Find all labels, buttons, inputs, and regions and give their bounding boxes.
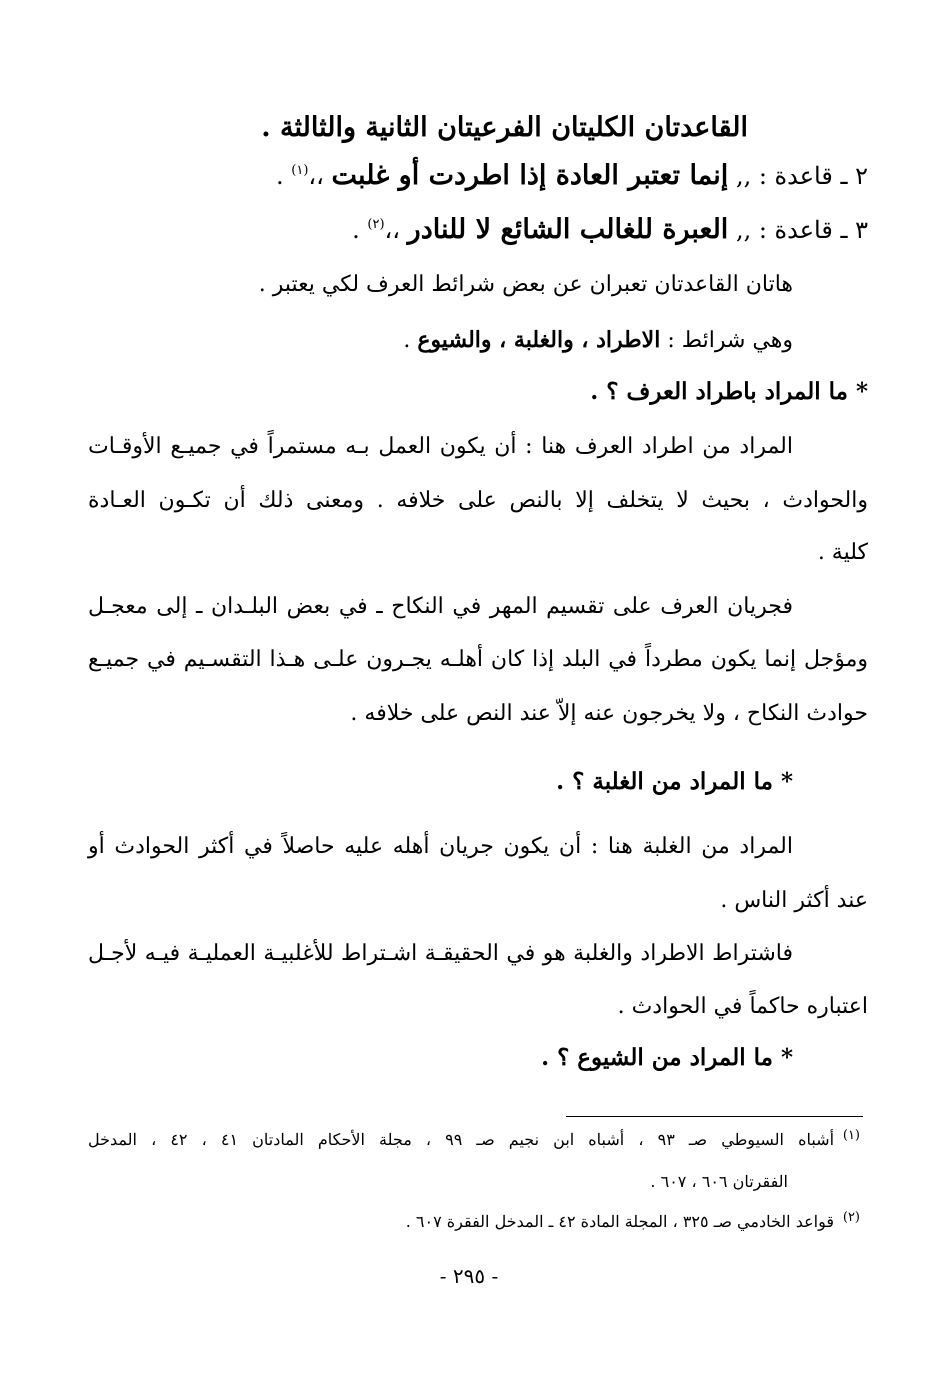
p1-line-3: كلية . [817, 540, 868, 565]
footnote-divider [566, 1116, 863, 1117]
rule-2 [276, 160, 868, 191]
rule-3-end: . [352, 216, 360, 244]
p3-line-1: المراد من الغلبة هنا : أن يكون جريان أهله عليه حاصلاً في أكثر الحوادث أو [88, 834, 793, 859]
p2-line-3: حوادث النكاح ، ولا يخرجون عنه إلاّ عند النص على خلافه . [350, 701, 868, 726]
rule-3-suffix: ،، [384, 216, 401, 244]
rule-2-suffix: ،، [308, 162, 324, 190]
question-1: * ما المراد باطراد العرف ؟ . [590, 378, 868, 405]
rule-3-prefix: ٣ ـ قاعدة : ,, [735, 216, 868, 244]
footnote-ref-2: (٢) [367, 217, 385, 232]
p4-line-2: اعتباره حاكماً في الحوادث . [617, 994, 868, 1019]
footnote-2-marker: (٢) [842, 1210, 860, 1225]
p4-line-1: فاشتراط الاطراد والغلبة هو في الحقيقـة اشـتراط للأغلبيـة العمليـة فيـه لأجـل [88, 941, 793, 966]
footnote-1-line-2: الفقرتان ٦٠٦ ، ٦٠٧ . [650, 1172, 788, 1191]
footnote-1-marker: (١) [842, 1128, 860, 1143]
intro-end: . [403, 328, 411, 353]
rule-2-prefix: ٢ ـ قاعدة : ,, [735, 162, 868, 190]
question-3: * ما المراد من الشيوع ؟ . [541, 1044, 793, 1071]
intro-line-2 [403, 327, 793, 353]
p2-line-1: فجريان العرف على تقسيم المهر في النكاح ـ في بعض البلـدان ـ إلى معجـل [88, 594, 793, 619]
section-heading: القاعدتان الكليتان الفرعيتان الثانية والثالثة . [261, 112, 748, 143]
p1-line-2: والحوادث ، بحيث لا يتخلف إلا بالنص على خلافه . ومعنى ذلك أن تكـون العـادة [88, 488, 868, 513]
rule-2-text: إنما تعتبر العادة إذا اطردت أو غلبت [331, 160, 729, 191]
intro-conditions: الاطراد ، والغلبة ، والشيوع [417, 327, 661, 353]
footnote-ref-1: (١) [291, 163, 309, 178]
page-number: - ٢٩٥ - [439, 1264, 499, 1288]
p3-line-2: عند أكثر الناس . [720, 888, 868, 913]
question-2: * ما المراد من الغلبة ؟ . [556, 768, 793, 795]
intro-prefix: وهي شرائط : [667, 328, 793, 353]
footnote-1-mark [843, 1128, 860, 1153]
footnote-2-line-1: قواعد الخادمي صـ ٣٢٥ ، المجلة المادة ٤٢ ـ المدخل الفقرة ٦٠٧ . [405, 1212, 834, 1231]
footnote-1-line-1: أشباه السيوطي صـ ٩٣ ، أشباه ابن نجيم صـ ٩٩ ، مجلة الأحكام المادتان ٤١ ، ٤٢ ، المدخل [88, 1130, 835, 1149]
rule-2-end: . [275, 162, 284, 190]
rule-3-text: العبرة للغالب الشائع لا للنادر [407, 214, 729, 245]
intro-line-1: هاتان القاعدتان تعبران عن بعض شرائط العرف لكي يعتبر . [258, 272, 793, 297]
p2-line-2: ومؤجل إنما يكون مطرداً في البلد إذا كان أهلـه يجـرون علـى هـذا التقسـيم في جميـع [88, 647, 868, 672]
p1-line-1: المراد من اطراد العرف هنا : أن يكون العمل بـه مستمراً في جميـع الأوقـات [88, 434, 793, 459]
rule-3 [352, 214, 868, 245]
footnote-2-mark [843, 1210, 860, 1235]
